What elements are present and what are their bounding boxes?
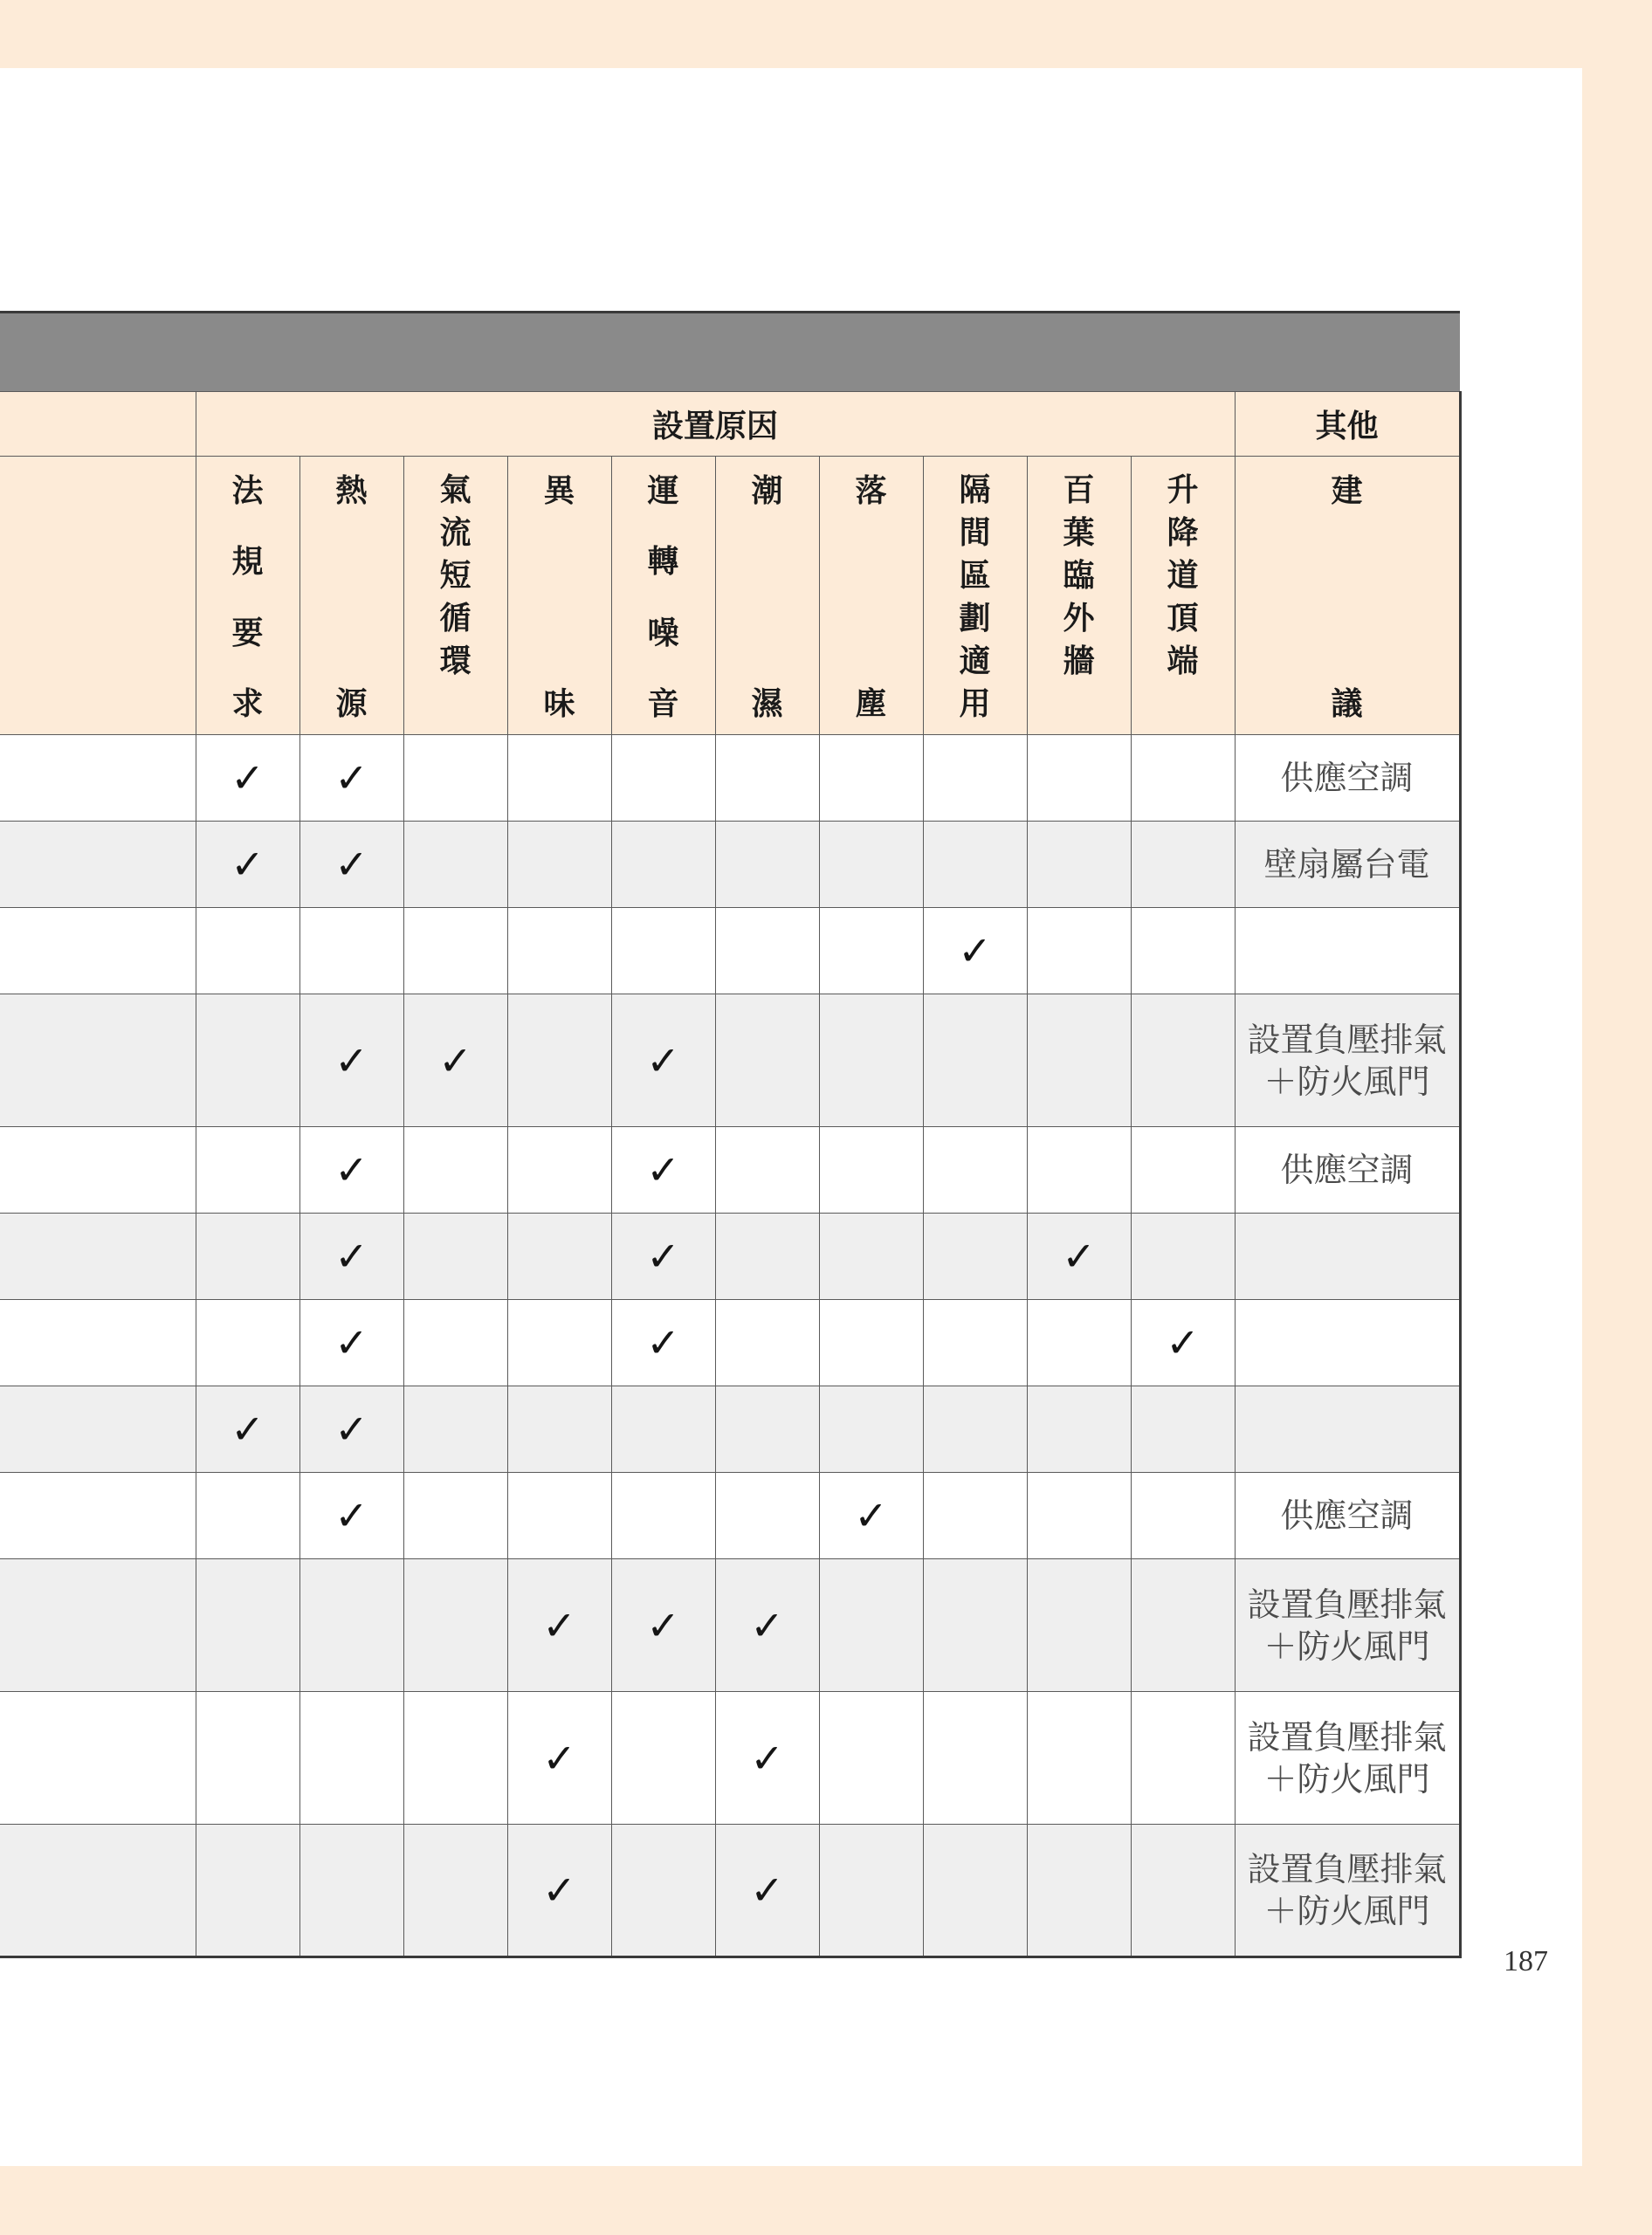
check-cell [299,1559,403,1692]
check-cell [1027,735,1131,822]
check-cell [1027,1825,1131,1957]
check-cell [1131,1692,1235,1825]
check-cell [611,1559,715,1692]
check-cell [196,1386,299,1473]
check-cell [403,822,507,908]
check-cell [611,1214,715,1300]
check-cell [923,1559,1027,1692]
check-cell [923,1825,1027,1957]
header-reason-column-8: 隔 間 區 劃 適 用 [923,457,1027,735]
check-mark-icon: ✓ [438,1036,472,1084]
table-body [0,735,1460,1957]
check-cell [299,1692,403,1825]
check-cell [1131,1127,1235,1214]
suggestion-text: 供應空調 [1280,759,1414,797]
header-blank-cell [0,392,196,457]
check-cell [715,1825,819,1957]
check-cell [403,1559,507,1692]
check-cell [1131,994,1235,1127]
check-cell [507,1214,611,1300]
check-cell [611,1473,715,1559]
check-cell [1027,1127,1131,1214]
check-mark-icon: ✓ [750,1601,784,1649]
check-cell [299,1825,403,1957]
row-label-cell [0,1214,196,1300]
suggestion-text: 壁扇屬台電 [1263,845,1430,884]
check-cell [715,1386,819,1473]
check-mark-icon: ✓ [231,754,265,801]
check-cell [923,1127,1027,1214]
header-reason-column-9: 百 葉 臨 外 牆 [1027,457,1131,735]
check-mark-icon: ✓ [854,1492,888,1539]
suggestion-cell [1235,1825,1460,1957]
suggestion-cell [1235,1127,1460,1214]
check-cell [611,1692,715,1825]
suggestion-text: ＋防火風門 [1263,1626,1430,1666]
check-cell [1131,735,1235,822]
check-mark-icon: ✓ [646,1036,680,1084]
suggestion-cell [1235,1473,1460,1559]
table-row [0,822,1460,908]
check-cell [923,1473,1027,1559]
check-cell [299,1127,403,1214]
suggestion-cell [1235,822,1460,908]
row-label-cell [0,994,196,1127]
check-cell [507,908,611,994]
check-cell [715,1473,819,1559]
check-cell [819,822,923,908]
check-cell [196,1300,299,1386]
check-cell [819,908,923,994]
header-reason-column-3: 氣 流 短 循 環 [403,457,507,735]
check-cell [403,1692,507,1825]
check-cell [819,1559,923,1692]
header-reason-column-7: 落 塵 [819,457,923,735]
check-cell [299,994,403,1127]
row-label-cell [0,1300,196,1386]
suggestion-text: 設置負壓排氣 [1247,1717,1447,1757]
header-other: 其他 [1235,392,1460,457]
check-cell [715,735,819,822]
header-reason-column-6: 潮 濕 [715,457,819,735]
check-cell [507,1559,611,1692]
check-cell [715,1559,819,1692]
check-mark-icon: ✓ [334,1406,368,1453]
check-cell [923,994,1027,1127]
row-label-cell [0,1127,196,1214]
check-cell [299,735,403,822]
row-label-cell [0,1473,196,1559]
check-cell [403,1300,507,1386]
check-mark-icon: ✓ [750,1867,784,1914]
check-cell [1027,1473,1131,1559]
check-cell [923,735,1027,822]
suggestion-text: 設置負壓排氣 [1247,1585,1447,1624]
check-mark-icon: ✓ [334,1233,368,1280]
check-mark-icon: ✓ [646,1319,680,1366]
table-row [0,1559,1460,1692]
suggestion-text: ＋防火風門 [1263,1892,1430,1930]
header-group-row [0,392,1460,457]
row-label-cell [0,1825,196,1957]
check-cell [611,822,715,908]
check-cell [196,1559,299,1692]
check-cell [1027,1386,1131,1473]
check-mark-icon: ✓ [334,841,368,888]
header-blank-cell [0,457,196,735]
check-cell [299,1214,403,1300]
check-cell [923,1692,1027,1825]
check-cell [1131,1300,1235,1386]
check-cell [196,822,299,908]
check-mark-icon: ✓ [646,1233,680,1280]
check-cell [1131,1825,1235,1957]
suggestion-cell [1235,994,1460,1127]
check-cell [715,994,819,1127]
check-cell [819,994,923,1127]
check-cell [819,1300,923,1386]
table-row [0,1692,1460,1825]
check-cell [507,1300,611,1386]
header-setup-reason: 設置原因 [196,392,1235,457]
table-row [0,908,1460,994]
check-cell [1027,994,1131,1127]
check-cell [715,1300,819,1386]
check-cell [507,1386,611,1473]
check-cell [196,1825,299,1957]
suggestion-text: 設置負壓排氣 [1247,1850,1447,1888]
check-cell [403,1386,507,1473]
suggestion-cell [1235,1386,1460,1473]
suggestion-text: ＋防火風門 [1263,1062,1430,1101]
row-label-cell [0,1386,196,1473]
check-cell [507,822,611,908]
check-cell [196,1473,299,1559]
check-cell [819,1127,923,1214]
check-cell [819,735,923,822]
check-mark-icon: ✓ [1166,1319,1200,1366]
suggestion-cell [1235,1559,1460,1692]
check-cell [923,1214,1027,1300]
check-cell [1131,1473,1235,1559]
check-cell [299,1473,403,1559]
check-cell [611,1300,715,1386]
check-cell [507,994,611,1127]
check-cell [611,735,715,822]
suggestion-cell [1235,1692,1460,1825]
check-cell [196,994,299,1127]
check-mark-icon: ✓ [334,754,368,801]
check-cell [196,1127,299,1214]
check-mark-icon: ✓ [334,1036,368,1084]
check-mark-icon: ✓ [958,927,992,974]
check-cell [611,1825,715,1957]
check-cell [1027,908,1131,994]
table-row [0,1127,1460,1214]
suggestion-cell [1235,1214,1460,1300]
table-row [0,1214,1460,1300]
table-row [0,1300,1460,1386]
header-reason-column-4: 異 味 [507,457,611,735]
check-cell [507,1692,611,1825]
check-cell [819,1214,923,1300]
check-cell [1131,822,1235,908]
check-cell [611,1386,715,1473]
row-label-cell [0,735,196,822]
table-row [0,1473,1460,1559]
row-label-cell [0,822,196,908]
check-cell [715,1692,819,1825]
table-row [0,1386,1460,1473]
check-mark-icon: ✓ [646,1601,680,1649]
check-cell [611,994,715,1127]
check-cell [299,1386,403,1473]
check-mark-icon: ✓ [542,1601,576,1649]
check-cell [611,908,715,994]
check-mark-icon: ✓ [750,1734,784,1782]
suggestion-text: ＋防火風門 [1263,1759,1430,1798]
check-cell [611,1127,715,1214]
suggestion-cell [1235,908,1460,994]
check-cell [819,1473,923,1559]
row-label-cell [0,908,196,994]
check-cell [819,1386,923,1473]
check-cell [299,908,403,994]
check-cell [923,822,1027,908]
check-cell [1027,1559,1131,1692]
suggestion-text: 供應空調 [1280,1496,1414,1535]
row-label-cell [0,1692,196,1825]
check-cell [507,1473,611,1559]
check-cell [507,735,611,822]
check-cell [715,908,819,994]
check-cell [196,1214,299,1300]
check-cell [1131,1386,1235,1473]
check-cell [1027,822,1131,908]
check-cell [1131,1214,1235,1300]
header-reason-column-5: 運 轉 噪 音 [611,457,715,735]
check-cell [196,735,299,822]
table-title-band [0,311,1460,391]
table-row [0,994,1460,1127]
check-cell [715,1127,819,1214]
check-cell [507,1127,611,1214]
check-cell [403,994,507,1127]
check-mark-icon: ✓ [231,841,265,888]
check-mark-icon: ✓ [542,1867,576,1914]
check-cell [196,1692,299,1825]
check-cell [715,1214,819,1300]
check-cell [403,735,507,822]
check-cell [403,1214,507,1300]
check-cell [1027,1692,1131,1825]
table-row [0,1825,1460,1957]
check-cell [196,908,299,994]
check-mark-icon: ✓ [231,1406,265,1453]
check-cell [1027,1300,1131,1386]
check-cell [923,1300,1027,1386]
check-cell [1027,1214,1131,1300]
check-cell [819,1825,923,1957]
check-mark-icon: ✓ [646,1146,680,1193]
check-mark-icon: ✓ [334,1319,368,1366]
suggestion-cell [1235,735,1460,822]
check-mark-icon: ✓ [334,1146,368,1193]
check-cell [299,1300,403,1386]
check-cell [507,1825,611,1957]
check-mark-icon: ✓ [334,1492,368,1539]
check-cell [1131,908,1235,994]
ventilation-reason-table [0,391,1462,1958]
check-cell [403,1127,507,1214]
header-column-row [0,457,1460,735]
page-number: 187 [1504,1945,1548,1977]
check-mark-icon: ✓ [542,1734,576,1782]
check-cell [403,1825,507,1957]
check-cell [819,1692,923,1825]
check-cell [715,822,819,908]
row-label-cell [0,1559,196,1692]
suggestion-text: 供應空調 [1280,1151,1414,1189]
table-row [0,735,1460,822]
header-reason-column-2: 熱 源 [299,457,403,735]
check-cell [403,1473,507,1559]
suggestion-cell [1235,1300,1460,1386]
check-cell [299,822,403,908]
check-cell [1131,1559,1235,1692]
header-reason-column-10: 升 降 道 頂 端 [1131,457,1235,735]
check-cell [923,908,1027,994]
header-reason-column-1: 法 規 要 求 [196,457,299,735]
header-suggestion-column: 建 議 [1235,457,1460,735]
check-cell [923,1386,1027,1473]
check-mark-icon: ✓ [1062,1233,1096,1280]
suggestion-text: 設置負壓排氣 [1247,1020,1447,1059]
check-cell [403,908,507,994]
